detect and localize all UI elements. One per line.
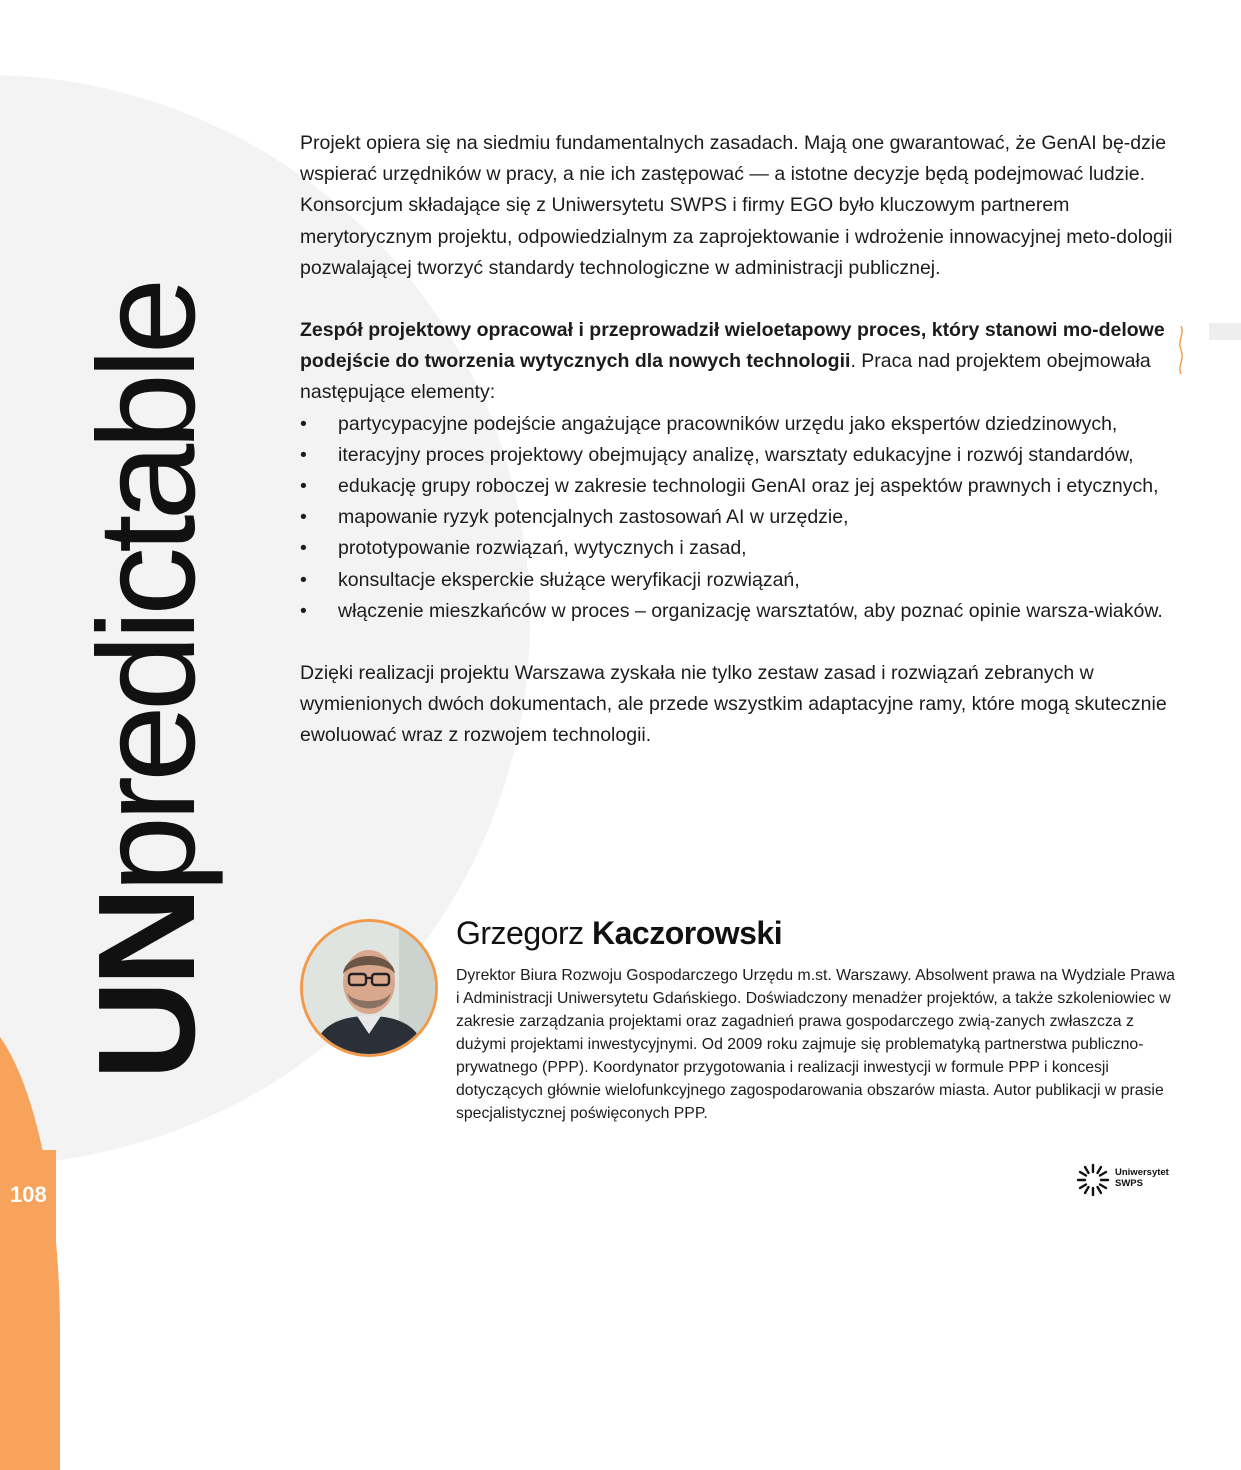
elements-list xyxy=(300,409,1180,627)
decorative-dash xyxy=(1209,323,1241,340)
author-last-name: Kaczorowski xyxy=(591,915,783,951)
vertical-title-regular: predictable xyxy=(70,283,224,893)
paragraph-process-rest: . Praca nad projektem obejmowała następujące elementy: xyxy=(300,350,1151,404)
person-portrait-icon xyxy=(303,922,435,1054)
author-photo xyxy=(300,919,438,1057)
page-number: 108 xyxy=(10,1182,47,1207)
swps-sunburst-icon xyxy=(1075,1162,1111,1198)
vertical-title-bold: UN xyxy=(70,892,224,1080)
list-item: • włączenie mieszkańców w proces – organizację warsztatów, aby poznać opinie warsza-wiaków. xyxy=(300,596,1180,627)
paragraph-intro: Projekt opiera się na siedmiu fundamentalnych zasadach. Mają one gwarantować, że GenAI bę-dzie wspierać urzędników w pracy, a nie ich zastępować — a istotne decyzje będą podejmować ludzie. Konsorcjum składające się z Uniwersytetu SWPS i firmy EGO było kluczowym partnerem merytorycznym projektu, odpowiedzialnym za zaprojektowanie i wdrożenie innowacyjnej meto-dologii pozwalającej tworzyć standardy technologiczne w administracji publicznej. xyxy=(300,132,1173,279)
logo-text xyxy=(1115,1167,1169,1189)
list-item: • edukację grupy roboczej w zakresie technologii GenAI oraz jej aspektów prawnych i etycznych, xyxy=(300,471,1180,502)
list-item: • mapowanie ryzyk potencjalnych zastosowań AI w urzędzie, xyxy=(300,502,1180,533)
author-bio: Dyrektor Biura Rozwoju Gospodarczego Urzędu m.st. Warszawy. Absolwent prawa na Wydziale Prawa i Administracji Uniwersytetu Gdańskiego. Doświadczony menadżer projektów, a także szkoleniowiec w zakresie zarządzania projektami oraz zagadnień prawa gospodarczego zwią-zanych zwłaszcza z dużymi projektami inwestycyjnymi. Od 2009 roku zajmuje się problematyką partnerstwa publiczno-prywatnego (PPP). Koordynator przygotowania i realizacji inwestycji w formule PPP i koncesji dotyczących głównie wielofunkcyjnego zagospodarowania obszarów miasta. Autor publikacji w prasie specjalistycznej poświęconych PPP. xyxy=(456,967,1175,1122)
university-logo xyxy=(1075,1162,1185,1198)
list-item: • prototypowanie rozwiązań, wytycznych i zasad, xyxy=(300,533,1180,564)
main-text xyxy=(300,128,1180,752)
list-item: • iteracyjny proces projektowy obejmujący analizę, warsztaty edukacyjne i rozwój standardów, xyxy=(300,440,1180,471)
decorative-curve-icon xyxy=(1176,326,1186,374)
paragraph-process xyxy=(300,315,1180,409)
list-item: • partycypacyjne podejście angażujące pracowników urzędu jako ekspertów dziedzinowych, xyxy=(300,409,1180,440)
vertical-title xyxy=(70,160,224,1080)
paragraph-summary: Dzięki realizacji projektu Warszawa zyskała nie tylko zestaw zasad i rozwiązań zebranych w wymienionych dwóch dokumentach, ale przede wszystkim adaptacyjne ramy, które mogą skutecznie ewoluować wraz z rozwojem technologii. xyxy=(300,662,1167,747)
logo-line-1: Uniwersytet xyxy=(1115,1167,1169,1178)
paragraph-process-bold: Zespół projektowy opracował i przeprowadził wieloetapowy proces, który stanowi mo-delowe podejście do tworzenia wytycznych dla nowych technologii xyxy=(300,319,1165,373)
list-item: • konsultacje eksperckie służące weryfikacji rozwiązań, xyxy=(300,565,1180,596)
author-name xyxy=(456,912,782,954)
author-first-name: Grzegorz xyxy=(456,915,584,951)
logo-line-2: SWPS xyxy=(1115,1178,1143,1189)
